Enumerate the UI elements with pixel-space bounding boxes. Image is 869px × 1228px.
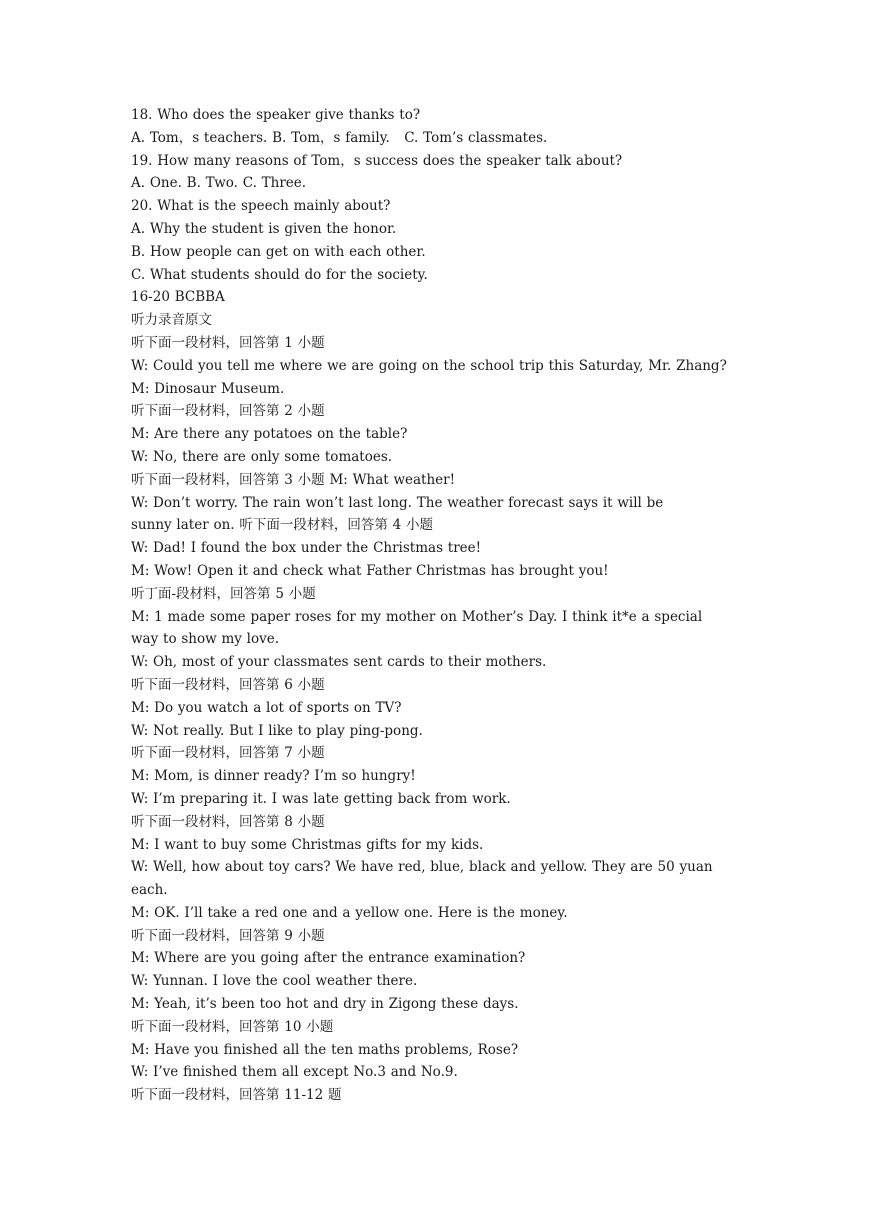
answer-key: 16-20 BCBBA xyxy=(131,289,225,306)
dialogue-line: each. xyxy=(131,882,168,899)
dialogue-line: W: Not really. But I like to play ping-pong. xyxy=(131,722,423,739)
question-20-option-c: C. What students should do for the society. xyxy=(131,266,428,283)
section-6-heading: 听下面一段材料，回答第 6 小题 xyxy=(131,676,325,693)
dialogue-line: W: Dad! I found the box under the Christmas tree! xyxy=(131,540,482,557)
dialogue-line: W: Yunnan. I love the cool weather there. xyxy=(131,973,418,990)
dialogue-line: W: No, there are only some tomatoes. xyxy=(131,448,393,465)
dialogue-line: W: Don’t worry. The rain won’t last long. The weather forecast says it will be xyxy=(131,494,664,511)
dialogue-line: M: I want to buy some Christmas gifts for my kids. xyxy=(131,836,484,853)
question-18: 18. Who does the speaker give thanks to? xyxy=(131,107,421,123)
section-1-heading: 听下面一段材料，回答第 1 小题 xyxy=(131,334,325,351)
dialogue-line: M: Are there any potatoes on the table? xyxy=(131,426,408,443)
dialogue-line: W: Could you tell me where we are going on the school trip this Saturday, Mr. Zhang? xyxy=(131,357,727,374)
question-19-options: A. One. B. Two. C. Three. xyxy=(131,175,307,192)
section-7-heading: 听下面一段材料，回答第 7 小题 xyxy=(131,745,325,762)
question-20-option-a: A. Why the student is given the honor. xyxy=(131,220,397,237)
dialogue-line: M: OK. I’ll take a red one and a yellow one. Here is the money. xyxy=(131,904,568,921)
dialogue-line: M: Wow! Open it and check what Father Christmas has brought you! xyxy=(131,562,609,579)
dialogue-line: M: Where are you going after the entrance examination? xyxy=(131,950,526,967)
section-9-heading: 听下面一段材料，回答第 9 小题 xyxy=(131,927,325,944)
dialogue-line: W: I’ve finished them all except No.3 and No.9. xyxy=(131,1064,458,1081)
dialogue-line: W: I’m preparing it. I was late getting back from work. xyxy=(131,790,511,807)
dialogue-line: M: Do you watch a lot of sports on TV? xyxy=(131,699,402,716)
section-3-heading: 听下面一段材料，回答第 3 小题 M: What weather! xyxy=(131,471,456,488)
dialogue-line: M: Mom, is dinner ready? I’m so hungry! xyxy=(131,768,416,785)
dialogue-line: M: Yeah, it’s been too hot and dry in Zigong these days. xyxy=(131,996,519,1013)
section-11-12-heading: 听下面一段材料，回答第 11-12 题 xyxy=(131,1087,342,1104)
dialogue-line: way to show my love. xyxy=(131,631,280,648)
question-20-option-b: B. How people can get on with each other. xyxy=(131,243,426,260)
section-8-heading: 听下面一段材料，回答第 8 小题 xyxy=(131,813,325,830)
question-18-options: A. Tom，s teachers. B. Tom，s family. C. Tom’s classmates. xyxy=(131,129,548,146)
dialogue-line: W: Well, how about toy cars? We have red, blue, black and yellow. They are 50 yuan xyxy=(131,859,713,876)
dialogue-line: M: Dinosaur Museum. xyxy=(131,380,285,397)
dialogue-line: M: 1 made some paper roses for my mother on Mother’s Day. I think it*e a special xyxy=(131,608,703,625)
dialogue-line: W: Oh, most of your classmates sent cards to their mothers. xyxy=(131,654,547,671)
dialogue-line: sunny later on. 听下面一段材料，回答第 4 小题 xyxy=(131,517,434,534)
dialogue-line: M: Have you finished all the ten maths problems, Rose? xyxy=(131,1041,519,1058)
section-2-heading: 听下面一段材料，回答第 2 小题 xyxy=(131,403,325,420)
question-19: 19. How many reasons of Tom，s success does the speaker talk about? xyxy=(131,152,623,169)
question-20: 20. What is the speech mainly about? xyxy=(131,198,391,215)
transcript-heading: 听力录音原文 xyxy=(131,312,212,329)
document-page xyxy=(131,104,743,1107)
section-10-heading: 听下面一段材料，回答第 10 小题 xyxy=(131,1018,334,1035)
section-5-heading: 听丁面-段材料，回答第 5 小题 xyxy=(131,585,316,602)
